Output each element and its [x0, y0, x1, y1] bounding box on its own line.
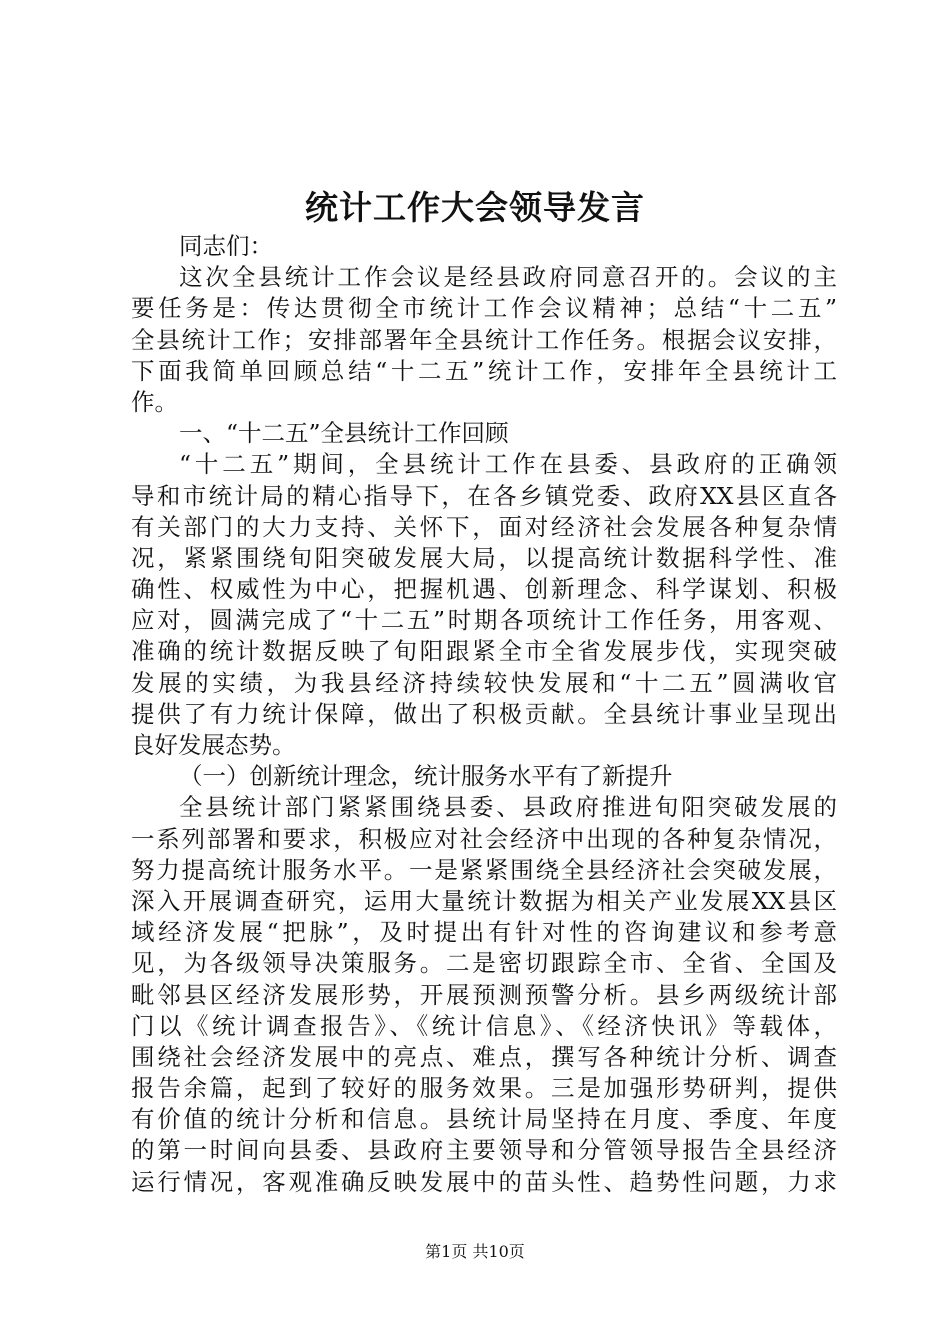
text-line: 有价值的统计分析和信息。县统计局坚持在月度、季度、年度: [131, 1105, 837, 1134]
text-line: 应对，圆满完成了“十二五”时期各项统计工作任务，用客观、: [131, 606, 837, 635]
text-line: 发展的实绩，为我县经济持续较快发展和“十二五”圆满收官: [131, 668, 837, 697]
text-line: 一、“十二五”全县统计工作回顾: [179, 419, 509, 448]
document-body: [131, 231, 837, 1198]
text-line: 一系列部署和要求，积极应对社会经济中出现的各种复杂情况，: [131, 824, 837, 853]
text-line: 准确的统计数据反映了旬阳跟紧全市全省发展步伐，实现突破: [131, 637, 837, 666]
text-line: 提供了有力统计保障，做出了积极贡献。全县统计事业呈现出: [131, 699, 837, 728]
text-line: 这次全县统计工作会议是经县政府同意召开的。会议的主: [179, 263, 837, 292]
text-line: 报告余篇，起到了较好的服务效果。三是加强形势研判，提供: [131, 1074, 837, 1103]
text-line: 良好发展态势。: [131, 731, 296, 759]
text-line: 要任务是：传达贯彻全市统计工作会议精神；总结“十二五”: [131, 294, 837, 323]
text-line: 同志们：: [179, 232, 273, 260]
text-line: 见，为各级领导决策服务。二是密切跟踪全市、全省、全国及: [131, 949, 837, 978]
text-line: 有关部门的大力支持、关怀下，面对经济社会发展各种复杂情: [131, 512, 837, 541]
text-line: 全县统计工作；安排部署年全县统计工作任务。根据会议安排，: [131, 325, 837, 354]
text-line: 全县统计部门紧紧围绕县委、县政府推进旬阳突破发展的: [179, 793, 837, 822]
text-line: 努力提高统计服务水平。一是紧紧围绕全县经济社会突破发展，: [131, 855, 837, 884]
text-line: 的第一时间向县委、县政府主要领导和分管领导报告全县经济: [131, 1136, 837, 1165]
text-line: 确性、权威性为中心，把握机遇、创新理念、科学谋划、积极: [131, 575, 837, 604]
text-line: （一）创新统计理念，统计服务水平有了新提升: [179, 762, 673, 791]
text-line: 运行情况，客观准确反映发展中的苗头性、趋势性问题，力求: [131, 1167, 837, 1196]
text-line: 况，紧紧围绕旬阳突破发展大局，以提高统计数据科学性、准: [131, 543, 837, 572]
text-line: 域经济发展“把脉”，及时提出有针对性的咨询建议和参考意: [131, 918, 837, 947]
text-line: 深入开展调查研究，运用大量统计数据为相关产业发展XX县区: [131, 886, 837, 915]
text-line: 门以《统计调查报告》、《统计信息》、《经济快讯》等载体，: [131, 1011, 837, 1040]
page-footer: 第1页 共10页: [425, 1242, 525, 1261]
document-title: 统计工作大会领导发言: [305, 188, 645, 227]
text-line: 围绕社会经济发展中的亮点、难点，撰写各种统计分析、调查: [131, 1042, 837, 1071]
text-line: 作。: [131, 387, 178, 416]
text-line: “十二五”期间，全县统计工作在县委、县政府的正确领: [179, 450, 837, 479]
text-line: 导和市统计局的精心指导下，在各乡镇党委、政府XX县区直各: [131, 481, 837, 510]
text-line: 毗邻县区经济发展形势，开展预测预警分析。县乡两级统计部: [131, 980, 837, 1009]
text-line: 下面我简单回顾总结“十二五”统计工作，安排年全县统计工: [131, 356, 837, 385]
